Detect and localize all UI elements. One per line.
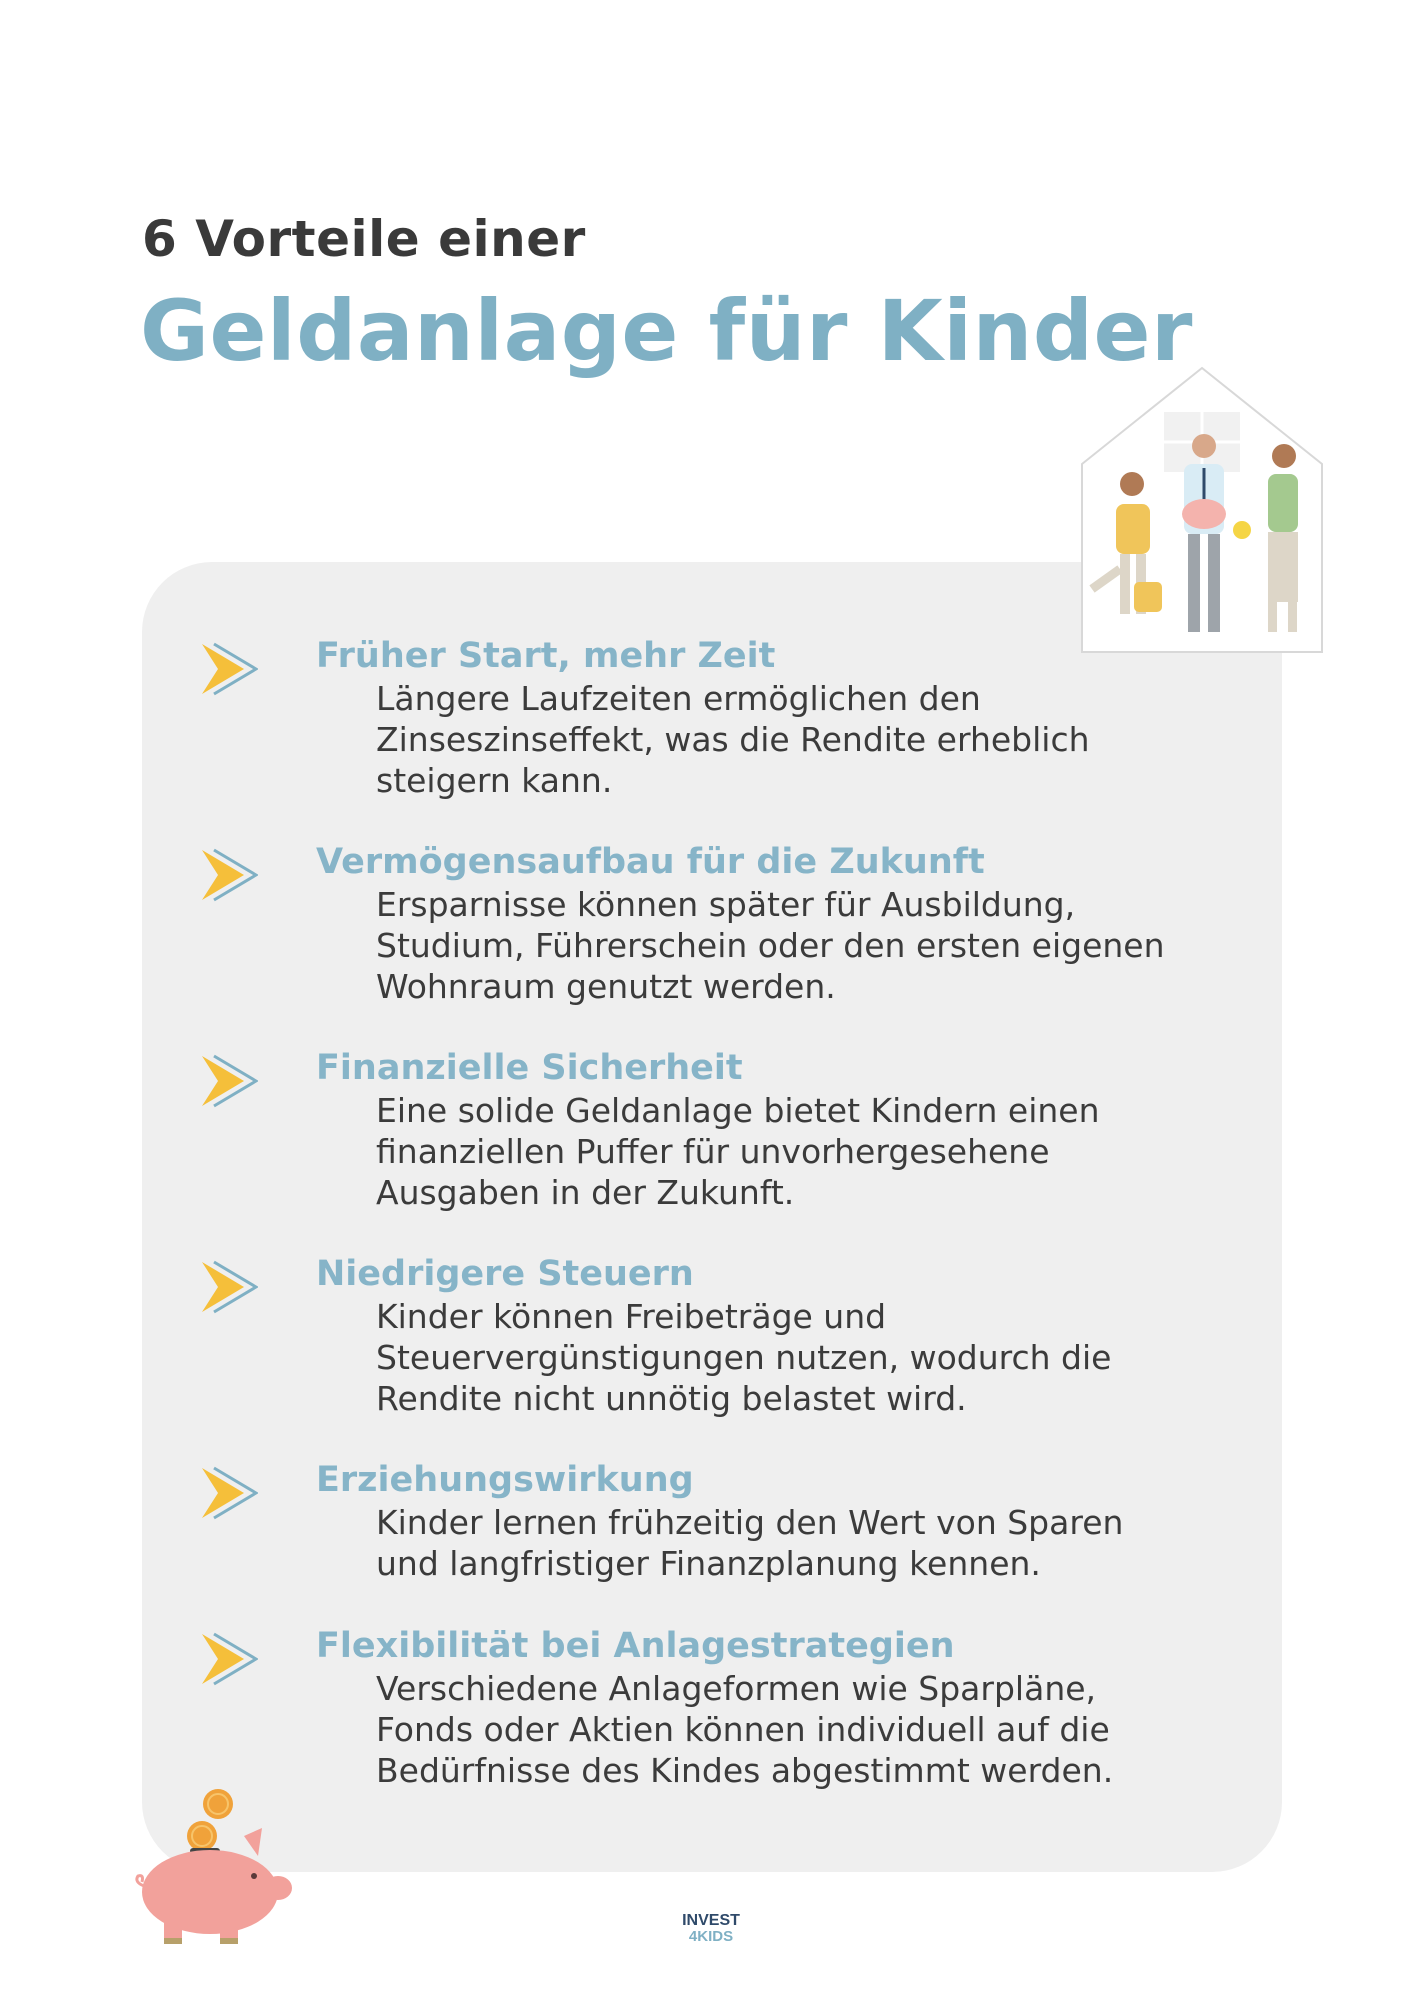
item-text: Kinder lernen frühzeitig den Wert von Sparen und langfristiger Finanzplanung kennen. (376, 1503, 1124, 1583)
chevron-right-icon (200, 1464, 258, 1522)
item-title: Vermögensaufbau für die Zukunft (316, 842, 985, 882)
chevron-right-icon (200, 1052, 258, 1110)
family-house-illustration (1072, 364, 1332, 658)
chevron-right-icon (200, 1630, 258, 1688)
invest4kids-logo (678, 1912, 744, 1945)
item-title: Finanzielle Sicherheit (316, 1048, 743, 1088)
piggy-bank-icon (128, 1780, 298, 1950)
item-title: Früher Start, mehr Zeit (316, 636, 776, 676)
logo-line2: 4KIDS (688, 1928, 734, 1945)
chevron-right-icon (200, 846, 258, 904)
item-text: Verschiedene Anlageformen wie Sparpläne, Fonds oder Aktien können individuell auf die Bedürfnisse des Kindes abgestimmt werden. (376, 1669, 1114, 1790)
chevron-right-icon (200, 1258, 258, 1316)
chevron-right-icon (200, 640, 258, 698)
page-title: Geldanlage für Kinder (140, 282, 1193, 380)
subtitle: 6 Vorteile einer (142, 210, 586, 268)
item-text: Längere Laufzeiten ermöglichen den Zinseszinseffekt, was die Rendite erheblich steigern kann. (376, 679, 1090, 800)
item-text: Eine solide Geldanlage bietet Kindern einen finanziellen Puffer für unvorhergesehene Ausgaben in der Zukunft. (376, 1091, 1100, 1212)
item-title: Erziehungswirkung (316, 1460, 694, 1500)
item-title: Niedrigere Steuern (316, 1254, 694, 1294)
item-text: Ersparnisse können später für Ausbildung, Studium, Führerschein oder den ersten eigenen Wohnraum genutzt werden. (376, 885, 1165, 1006)
logo-line1: INVEST (682, 1912, 740, 1929)
item-text: Kinder können Freibeträge und Steuervergünstigungen nutzen, wodurch die Rendite nicht unnötig belastet wird. (376, 1297, 1112, 1418)
item-title: Flexibilität bei Anlagestrategien (316, 1626, 955, 1666)
